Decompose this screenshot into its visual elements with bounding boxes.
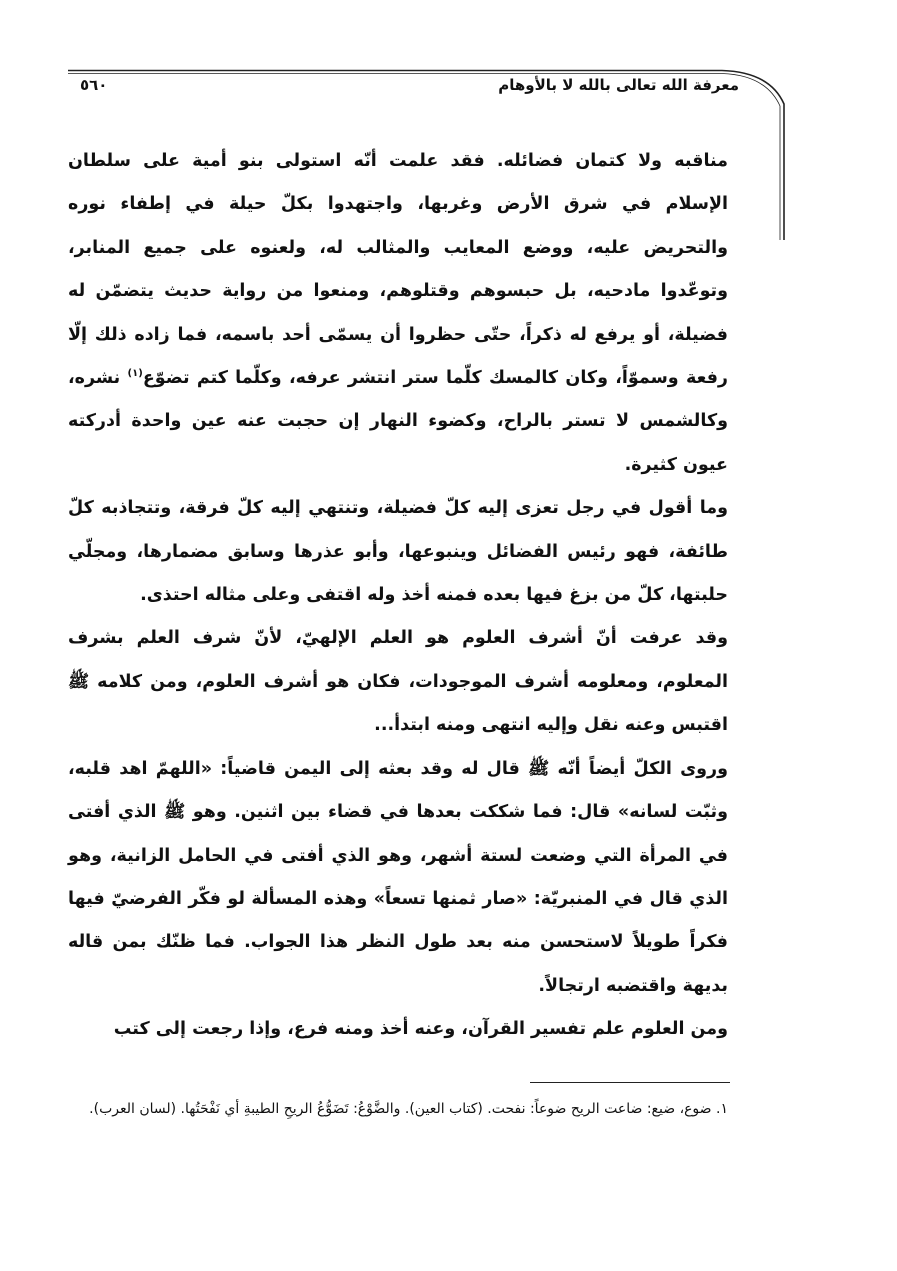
paragraph-text: مناقبه ولا كتمان فضائله. فقد علمت أنّه استولى بنو أمية على سلطان الإسلام في شرق الأرض وغربها، واجتهدوا بكلّ حيلة في إطفاء نوره والتحريض عليه، ووضع المعايب والمثالب له، ولعنوه على جميع المنابر، وتوعّدوا مادحيه، بل حبسوهم وقتلوهم، ومنعوا من رواية حديث يتضمّن له فضيلة، أو يرفع له ذكراً، حتّى حظروا أن يسمّى أحد باسمه، فما زاده ذلك إلّا رفعة وسموّاً، وكان كالمسك كلّما ستر انتشر عرفه، وكلّما كتم تضوّع (68, 151, 728, 389)
paragraph-text: نشره، وكالشمس لا تستر بالراح، وكضوء النهار إن حجبت عنه عين واحدة أدركته عيون كثيرة. (68, 368, 728, 475)
paragraph: ومن العلوم علم تفسير القرآن، وعنه أخذ ومنه فرع، وإذا رجعت إلى كتب (113, 1019, 728, 1040)
footnote: ١. ضوع، ضيع: ضاعت الريح ضوعاً: نفحت. (كتاب العين). والضَّوْعُ: تَضَوُّعُ الريحِ الطيبةِ أي نَفْحَتُها. (لسان العرب). (89, 1101, 728, 1117)
footnote-separator (530, 1082, 730, 1083)
page-number: ٥٦٠ (80, 76, 108, 94)
paragraph: وقد عرفت أنّ أشرف العلوم هو العلم الإلهيّ، لأنّ شرف العلم بشرف المعلوم، ومعلومه أشرف الموجودات، فكان هو أشرف العلوم، ومن كلامه ﷺ اقتبس وعنه نقل وإليه انتهى ومنه ابتدأ... (68, 628, 728, 736)
main-text (68, 140, 728, 1052)
paragraph: وما أقول في رجل تعزى إليه كلّ فضيلة، وتنتهي إليه كلّ فرقة، وتتجاذبه كلّ طائفة، فهو رئيس الفضائل وينبوعها، وأبو عذرها وسابق مضمارها، ومجلّي حلبتها، كلّ من بزغ فيها بعده فمنه أخذ وله اقتفى وعلى مثاله احتذى. (68, 498, 728, 606)
running-title: معرفة الله تعالى بالله لا بالأوهام (498, 76, 739, 94)
header-corner-curve (722, 71, 784, 241)
paragraph: وروى الكلّ أيضاً أنّه ﷺ قال له وقد بعثه إلى اليمن قاضياً: «اللهمّ اهد قلبه، وثبّت لسانه» قال: فما شككت بعدها في قضاء بين اثنين. وهو ﷺ الذي أفتى في المرأة التي وضعت لستة أشهر، وهو الذي أفتى في الحامل الزانية، وهو الذي قال في المنبريّة: «صار ثمنها تسعاً» وهذه المسألة لو فكّر الفرضيّ فيها فكراً طويلاً لاستحسن منه بعد طول النظر هذا الجواب. فما ظنّك بمن قاله بديهة واقتضبه ارتجالاً. (68, 758, 728, 996)
footnotes (68, 1094, 728, 1124)
header-corner-curve-inner (722, 74, 780, 241)
footnote-reference[interactable]: (١) (127, 368, 143, 380)
paragraph (68, 140, 728, 487)
